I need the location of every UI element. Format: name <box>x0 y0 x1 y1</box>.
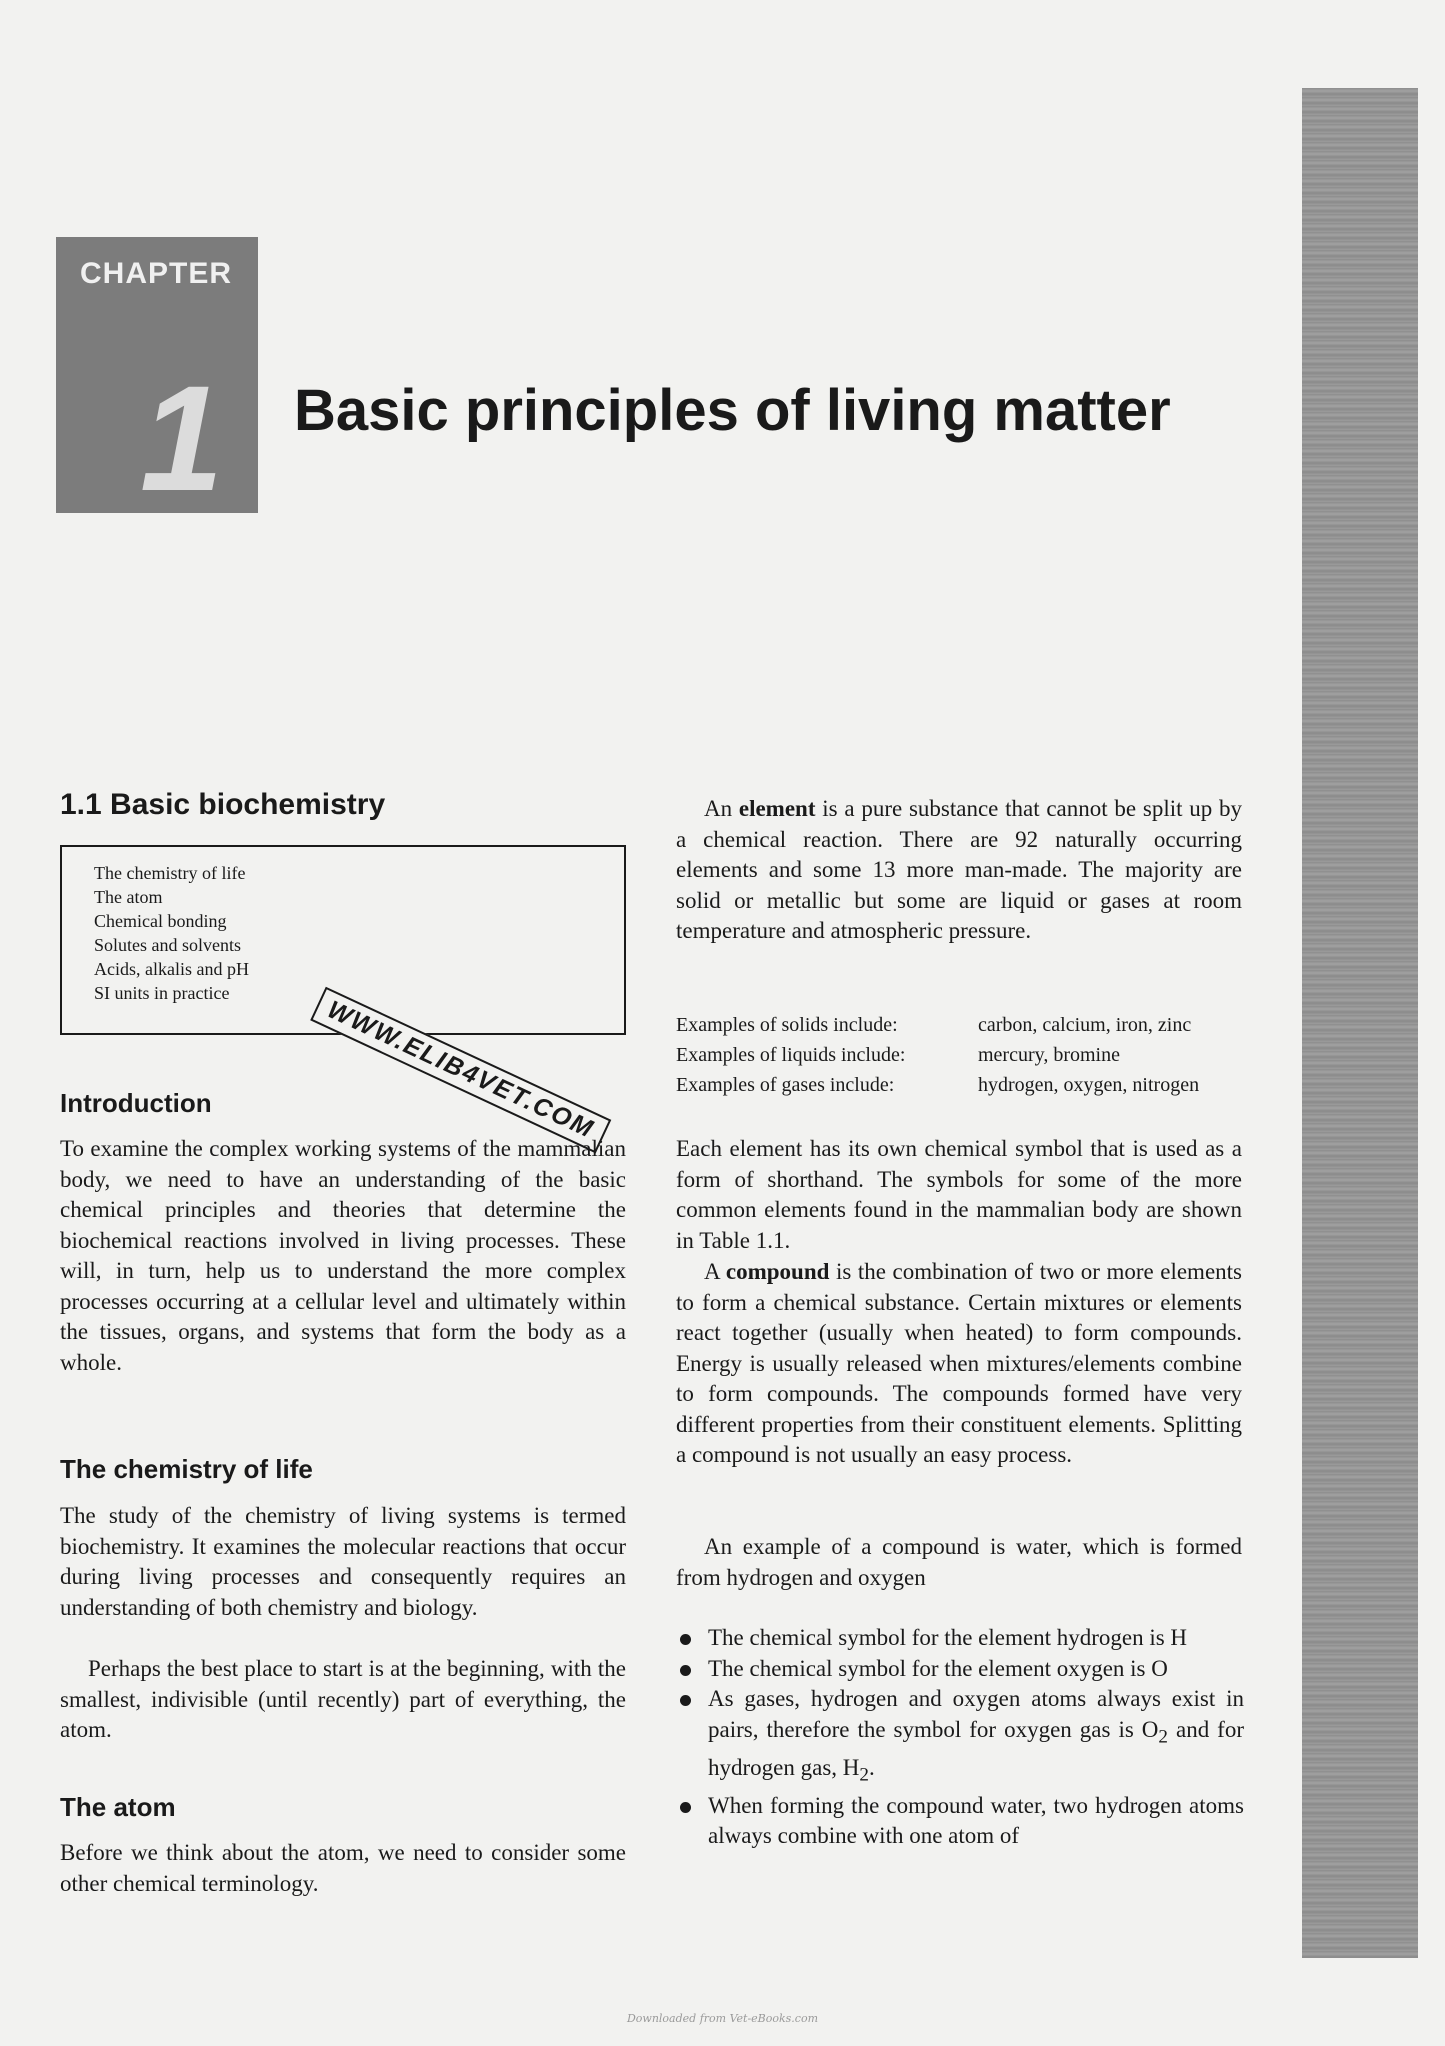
thumb-index-tab <box>1302 88 1418 1958</box>
subscript: 2 <box>859 1764 869 1786</box>
text-run: is the combination of two or more elements to form a chemical substance. Certain mixtures or elements react together (usually when heated) to form compounds. Energy is usually released when mixtures/elements combine to form compounds. The compounds formed have very different properties from their constituent elements. Splitting a compound is not usually an easy process. <box>676 1259 1242 1467</box>
watermark-stamp: WWW.ELIB4VET.COM <box>310 987 611 1154</box>
atom-heading: The atom <box>60 1792 176 1822</box>
bullet-dot-icon <box>680 1695 691 1706</box>
introduction-paragraph: To examine the complex working systems of the mammalian body, we need to have an understanding of the basic chemical principles and theories that determine the biochemical reactions involved in living processes. These will, in turn, help us to understand the more complex processes occurring at a cellular level and ultimately within the tissues, organs, and systems that form the body as a whole. <box>60 1136 626 1375</box>
chemistry-paragraph-1: The study of the chemistry of living systems is termed biochemistry. It examines the molecular reactions that occur during living processes and consequently requires an understanding of both chemistry and biology. <box>60 1503 626 1620</box>
bullet-text: When forming the compound water, two hydrogen atoms always combine with one atom of <box>708 1792 1244 1849</box>
contents-item: The chemistry of life <box>94 863 246 883</box>
atom-paragraph: Before we think about the atom, we need to consider some other chemical terminology. <box>60 1840 626 1896</box>
bullet-item <box>676 1684 1244 1791</box>
examples-label: Examples of liquids include: <box>676 1044 906 1066</box>
bullet-text: The chemical symbol for the element hydrogen is H <box>708 1625 1188 1650</box>
examples-label: Examples of gases include: <box>676 1074 895 1096</box>
text-run: is a pure substance that cannot be split up by a chemical reaction. There are 92 naturally occurring elements and some 13 more man-made. The majority are solid or metallic but some are liquid or gases at room temperature and atmospheric pressure. <box>676 796 1242 943</box>
bullet-item <box>676 1791 1244 1852</box>
download-footer: Downloaded from Vet-eBooks.com <box>626 2012 819 2025</box>
element-paragraph <box>676 794 1242 947</box>
bullet-text: . <box>868 1754 875 1780</box>
bullet-item <box>676 1623 1244 1654</box>
examples-value: carbon, calcium, iron, zinc <box>978 1014 1192 1036</box>
contents-item: SI units in practice <box>94 983 230 1003</box>
examples-value: mercury, bromine <box>978 1044 1120 1066</box>
chapter-title: Basic principles of living matter <box>294 378 1171 443</box>
examples-value: hydrogen, oxygen, nitrogen <box>978 1074 1200 1096</box>
chemistry-paragraph-2: Perhaps the best place to start is at the beginning, with the smallest, indivisible (until recently) part of everything, the atom. <box>60 1656 626 1742</box>
introduction-heading: Introduction <box>60 1088 212 1118</box>
chemistry-of-life-heading: The chemistry of life <box>60 1454 313 1484</box>
compound-paragraph <box>676 1257 1242 1471</box>
contents-item: Solutes and solvents <box>94 935 241 955</box>
compound-term: compound <box>725 1259 830 1284</box>
contents-item: Acids, alkalis and pH <box>94 959 249 979</box>
section-heading: 1.1 Basic biochemistry <box>60 788 386 821</box>
examples-row <box>676 1070 1256 1100</box>
section-contents-list <box>94 861 249 1005</box>
bullet-item <box>676 1654 1244 1685</box>
examples-row <box>676 1010 1256 1040</box>
chapter-number: 1 <box>140 354 224 522</box>
bullet-dot-icon <box>680 1802 691 1813</box>
text-run: A <box>704 1259 726 1284</box>
examples-label: Examples of solids include: <box>676 1014 898 1036</box>
subscript: 2 <box>1158 1726 1168 1748</box>
text-run: An <box>704 796 739 821</box>
bullet-dot-icon <box>680 1634 691 1645</box>
examples-row <box>676 1040 1256 1070</box>
bullet-list <box>676 1623 1244 1852</box>
element-term: element <box>738 796 816 821</box>
bullet-dot-icon <box>680 1665 691 1676</box>
chapter-badge <box>56 237 258 522</box>
bullet-text: and for hydrogen gas, H <box>708 1716 1245 1780</box>
contents-item: The atom <box>94 887 163 907</box>
chapter-label: CHAPTER <box>80 257 233 290</box>
bullet-text: The chemical symbol for the element oxygen is O <box>708 1655 1168 1681</box>
symbol-paragraph: Each element has its own chemical symbol that is used as a form of shorthand. The symbols for some of the more common elements found in the mammalian body are shown in Table 1.1. <box>676 1136 1242 1253</box>
water-paragraph: An example of a compound is water, which is formed from hydrogen and oxygen <box>676 1534 1242 1590</box>
bullet-text: As gases, hydrogen and oxygen atoms always exist in pairs, therefore the symbol for oxygen gas is O <box>708 1686 1244 1742</box>
contents-item: Chemical bonding <box>94 911 227 931</box>
examples-table <box>676 1010 1256 1100</box>
